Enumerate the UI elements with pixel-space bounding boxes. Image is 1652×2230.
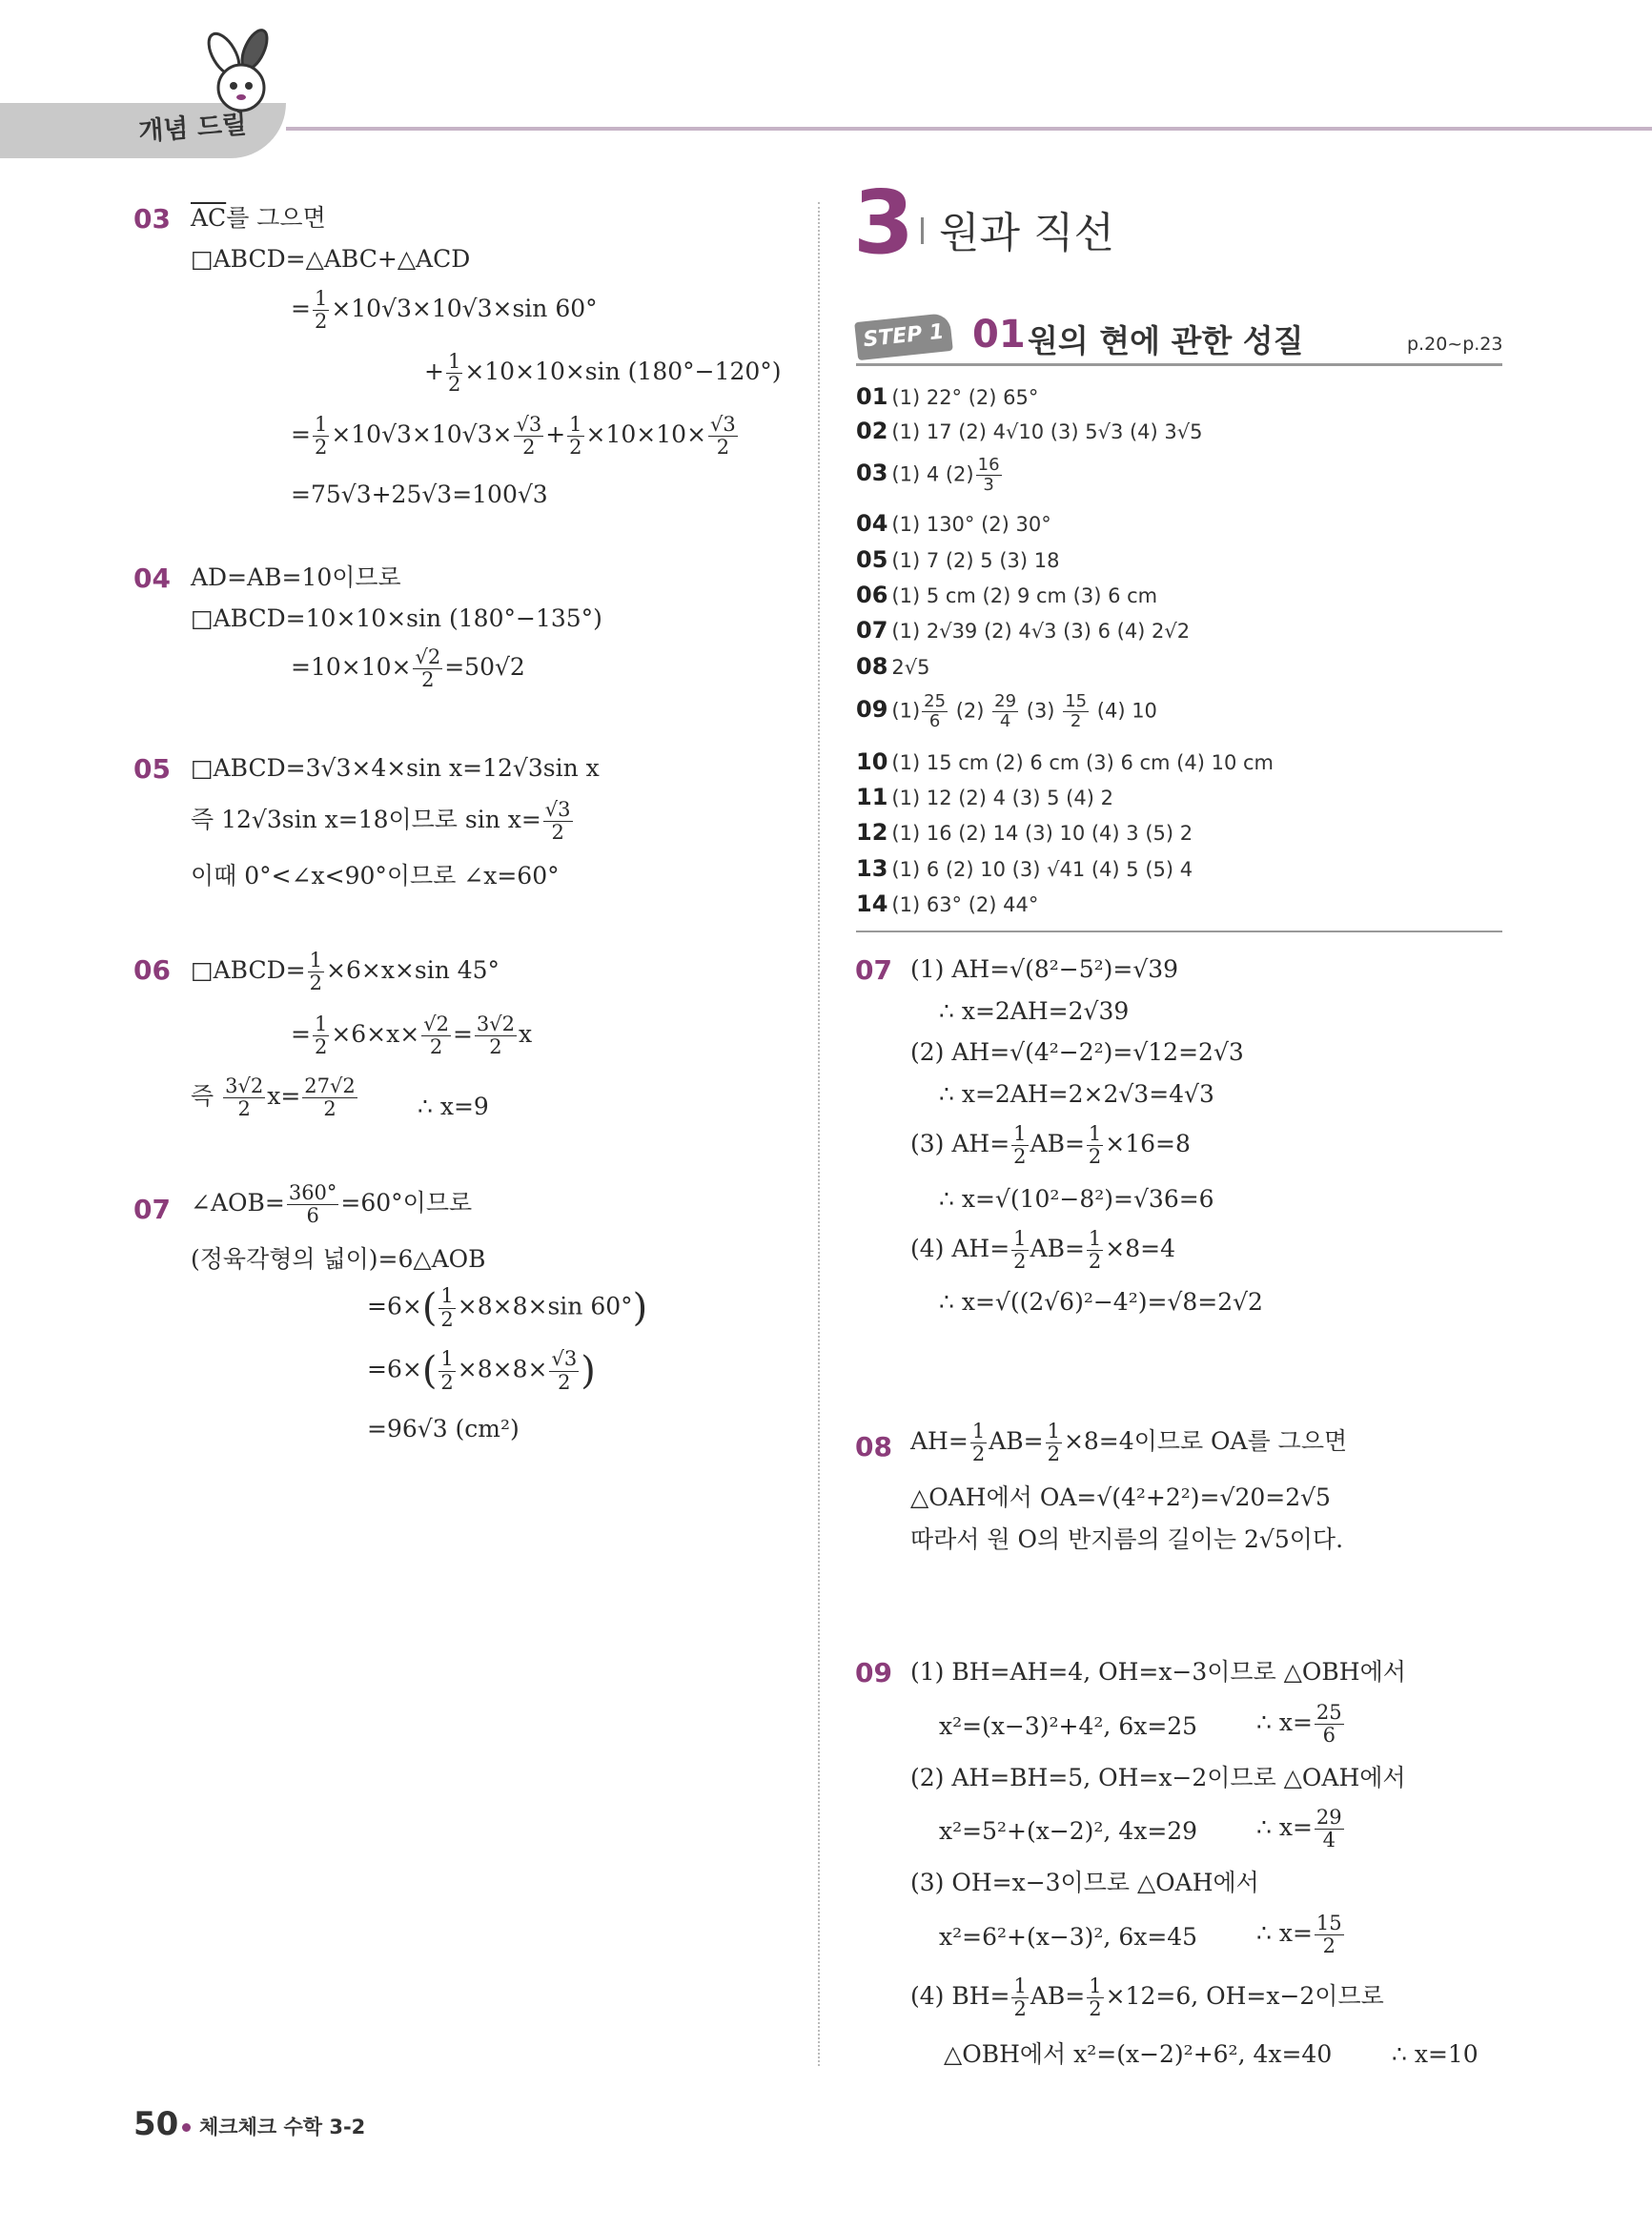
answer-row: 04 (1) 130° (2) 30° <box>856 510 1051 537</box>
problem-number: 04 <box>133 563 171 594</box>
solution-result: ∴ x=10 <box>1392 2040 1479 2068</box>
problem-number: 08 <box>855 1431 892 1463</box>
answer-row: 03 (1) 4 (2) $\frac{16}{3}$ <box>856 455 1000 495</box>
answer-row: 12 (1) 16 (2) 14 (3) 10 (4) 3 (5) 2 <box>856 819 1193 846</box>
solution-line: AD=AB=10이므로 <box>191 563 401 591</box>
solution-line: ∴ x=√((2√6)²−4²)=√8=2√2 <box>939 1288 1263 1316</box>
solution-line: =6×( $\frac{1}{2}$ ×8×8× $\frac{√3}{2}$ ) <box>367 1347 596 1394</box>
solution-line: 즉 $\frac{3√2}{2}$ x= $\frac{27√2}{2}$ <box>191 1074 356 1121</box>
solution-line: (4) AH= $\frac{1}{2}$ AB= $\frac{1}{2}$ ×8=4 <box>910 1227 1176 1274</box>
solution-line: (3) AH= $\frac{1}{2}$ AB= $\frac{1}{2}$ ×16=8 <box>910 1122 1191 1169</box>
solution-line: =96√3 (cm²) <box>367 1415 520 1442</box>
solution-line: = $\frac{1}{2}$ ×10√3×10√3× $\frac{√3}{2}$ + $\frac{1}{2}$ ×10×10× $\frac{√3}{2}$ <box>291 413 736 460</box>
solution-line: 이때 0°<∠x<90°이므로 ∠x=60° <box>191 862 560 890</box>
solution-line: ∴ x=9 <box>418 1093 489 1120</box>
solution-line: □ABCD= $\frac{1}{2}$ ×6×x×sin 45° <box>191 949 500 995</box>
solution-line: (1) AH=√(8²−5²)=√39 <box>910 955 1179 983</box>
column-divider <box>818 202 820 2066</box>
step-tag: STEP 1 <box>854 313 953 360</box>
solution-line: □ABCD=△ABC+△ACD <box>191 245 471 273</box>
step-rule <box>856 363 1502 366</box>
answer-row: 13 (1) 6 (2) 10 (3) √41 (4) 5 (5) 4 <box>856 855 1193 882</box>
section-number: 3 <box>853 172 915 274</box>
solution-line: (3) OH=x−3이므로 △OAH에서 <box>910 1869 1259 1896</box>
solution-line: x²=6²+(x−3)², 6x=45 <box>939 1923 1198 1951</box>
answer-row: 07 (1) 2√39 (2) 4√3 (3) 6 (4) 2√2 <box>856 617 1191 644</box>
problem-number: 09 <box>855 1657 892 1688</box>
answer-row: 05 (1) 7 (2) 5 (3) 18 <box>856 546 1060 573</box>
problem-number: 07 <box>855 954 892 986</box>
solution-line: 따라서 원 O의 반지름의 길이는 2√5이다. <box>910 1525 1344 1553</box>
bullet-dot <box>182 2123 191 2132</box>
bunny-mascot-icon <box>195 21 291 116</box>
answer-rule <box>856 931 1502 932</box>
step-pages: p.20~p.23 <box>1407 334 1503 355</box>
solution-line: (2) AH=√(4²−2²)=√12=2√3 <box>910 1038 1244 1066</box>
solution-line: ∴ x=2AH=2×2√3=4√3 <box>939 1080 1214 1108</box>
problem-number: 03 <box>133 203 171 235</box>
answer-row: 08 2√5 <box>856 653 930 680</box>
solution-line: (정육각형의 넓이)=6△AOB <box>191 1245 486 1273</box>
step-number: 01 <box>972 313 1026 357</box>
solution-line: □ABCD=10×10×sin (180°−135°) <box>191 604 602 632</box>
section-title: 원과 직선 <box>939 209 1115 257</box>
step-title: 원의 현에 관한 성질 <box>1028 322 1304 359</box>
solution-line: = $\frac{1}{2}$ ×10√3×10√3×sin 60° <box>291 287 598 334</box>
solution-line: =75√3+25√3=100√3 <box>291 481 548 508</box>
solution-line: △OAH에서 OA=√(4²+2²)=√20=2√5 <box>910 1483 1331 1511</box>
solution-line: (1) BH=AH=4, OH=x−3이므로 △OBH에서 <box>910 1658 1406 1686</box>
solution-line: AH= $\frac{1}{2}$ AB= $\frac{1}{2}$ ×8=4이므로 OA를 그으면 <box>910 1420 1348 1466</box>
answer-row: 10 (1) 15 cm (2) 6 cm (3) 6 cm (4) 10 cm <box>856 748 1274 775</box>
section-divider <box>921 217 924 244</box>
problem-number: 05 <box>133 753 171 785</box>
solution-line: x²=5²+(x−2)², 4x=29 <box>939 1817 1198 1845</box>
solution-line: $\overline{AC}$를 그으면 <box>191 204 326 232</box>
answer-row: 01 (1) 22° (2) 65° <box>856 383 1039 410</box>
solution-result: ∴ x= $\frac{25}{6}$ <box>1256 1701 1342 1748</box>
page-number: 50 <box>133 2105 179 2143</box>
book-title: 체크체크 수학 3-2 <box>199 2116 366 2138</box>
solution-line: (2) AH=BH=5, OH=x−2이므로 △OAH에서 <box>910 1764 1406 1791</box>
answer-row: 06 (1) 5 cm (2) 9 cm (3) 6 cm <box>856 582 1158 608</box>
problem-number: 07 <box>133 1194 171 1225</box>
header-rule <box>286 127 1652 131</box>
header-label: 개념 드릴 <box>137 110 248 147</box>
solution-line: + $\frac{1}{2}$ ×10×10×sin (180°−120°) <box>424 350 782 397</box>
solution-line: □ABCD=3√3×4×sin x=12√3sin x <box>191 754 600 782</box>
answer-row: 02 (1) 17 (2) 4√10 (3) 5√3 (4) 3√5 <box>856 418 1203 444</box>
solution-line: ∴ x=2AH=2√39 <box>939 997 1130 1025</box>
answer-row: 11 (1) 12 (2) 4 (3) 5 (4) 2 <box>856 784 1113 810</box>
solution-line: x²=(x−3)²+4², 6x=25 <box>939 1712 1198 1740</box>
solution-line: (4) BH= $\frac{1}{2}$ AB= $\frac{1}{2}$ ×12=6, OH=x−2이므로 <box>910 1974 1384 2021</box>
solution-line: △OBH에서 x²=(x−2)²+6², 4x=40 <box>944 2040 1333 2068</box>
solution-result: ∴ x= $\frac{29}{4}$ <box>1256 1806 1342 1852</box>
problem-number: 06 <box>133 954 171 986</box>
solution-line: ∠AOB= $\frac{360^\circ}{6}$ =60°이므로 <box>191 1181 473 1228</box>
answer-row: 14 (1) 63° (2) 44° <box>856 890 1039 917</box>
solution-line: =10×10× $\frac{√2}{2}$ =50√2 <box>291 645 525 692</box>
solution-line: = $\frac{1}{2}$ ×6×x× $\frac{√2}{2}$ = $\frac{3√2}{2}$ x <box>291 1013 533 1059</box>
solution-line: =6×( $\frac{1}{2}$ ×8×8×sin 60°) <box>367 1284 648 1331</box>
solution-result: ∴ x= $\frac{15}{2}$ <box>1256 1912 1342 1958</box>
solution-line: ∴ x=√(10²−8²)=√36=6 <box>939 1185 1214 1213</box>
answer-row: 09 (1) $\frac{25}{6}$ (2) $\frac{29}{4}$ (3) $\frac{15}{2}$ (4) 10 <box>856 691 1157 731</box>
solution-line: 즉 12√3sin x=18이므로 sin x= $\frac{√3}{2}$ <box>191 798 571 845</box>
